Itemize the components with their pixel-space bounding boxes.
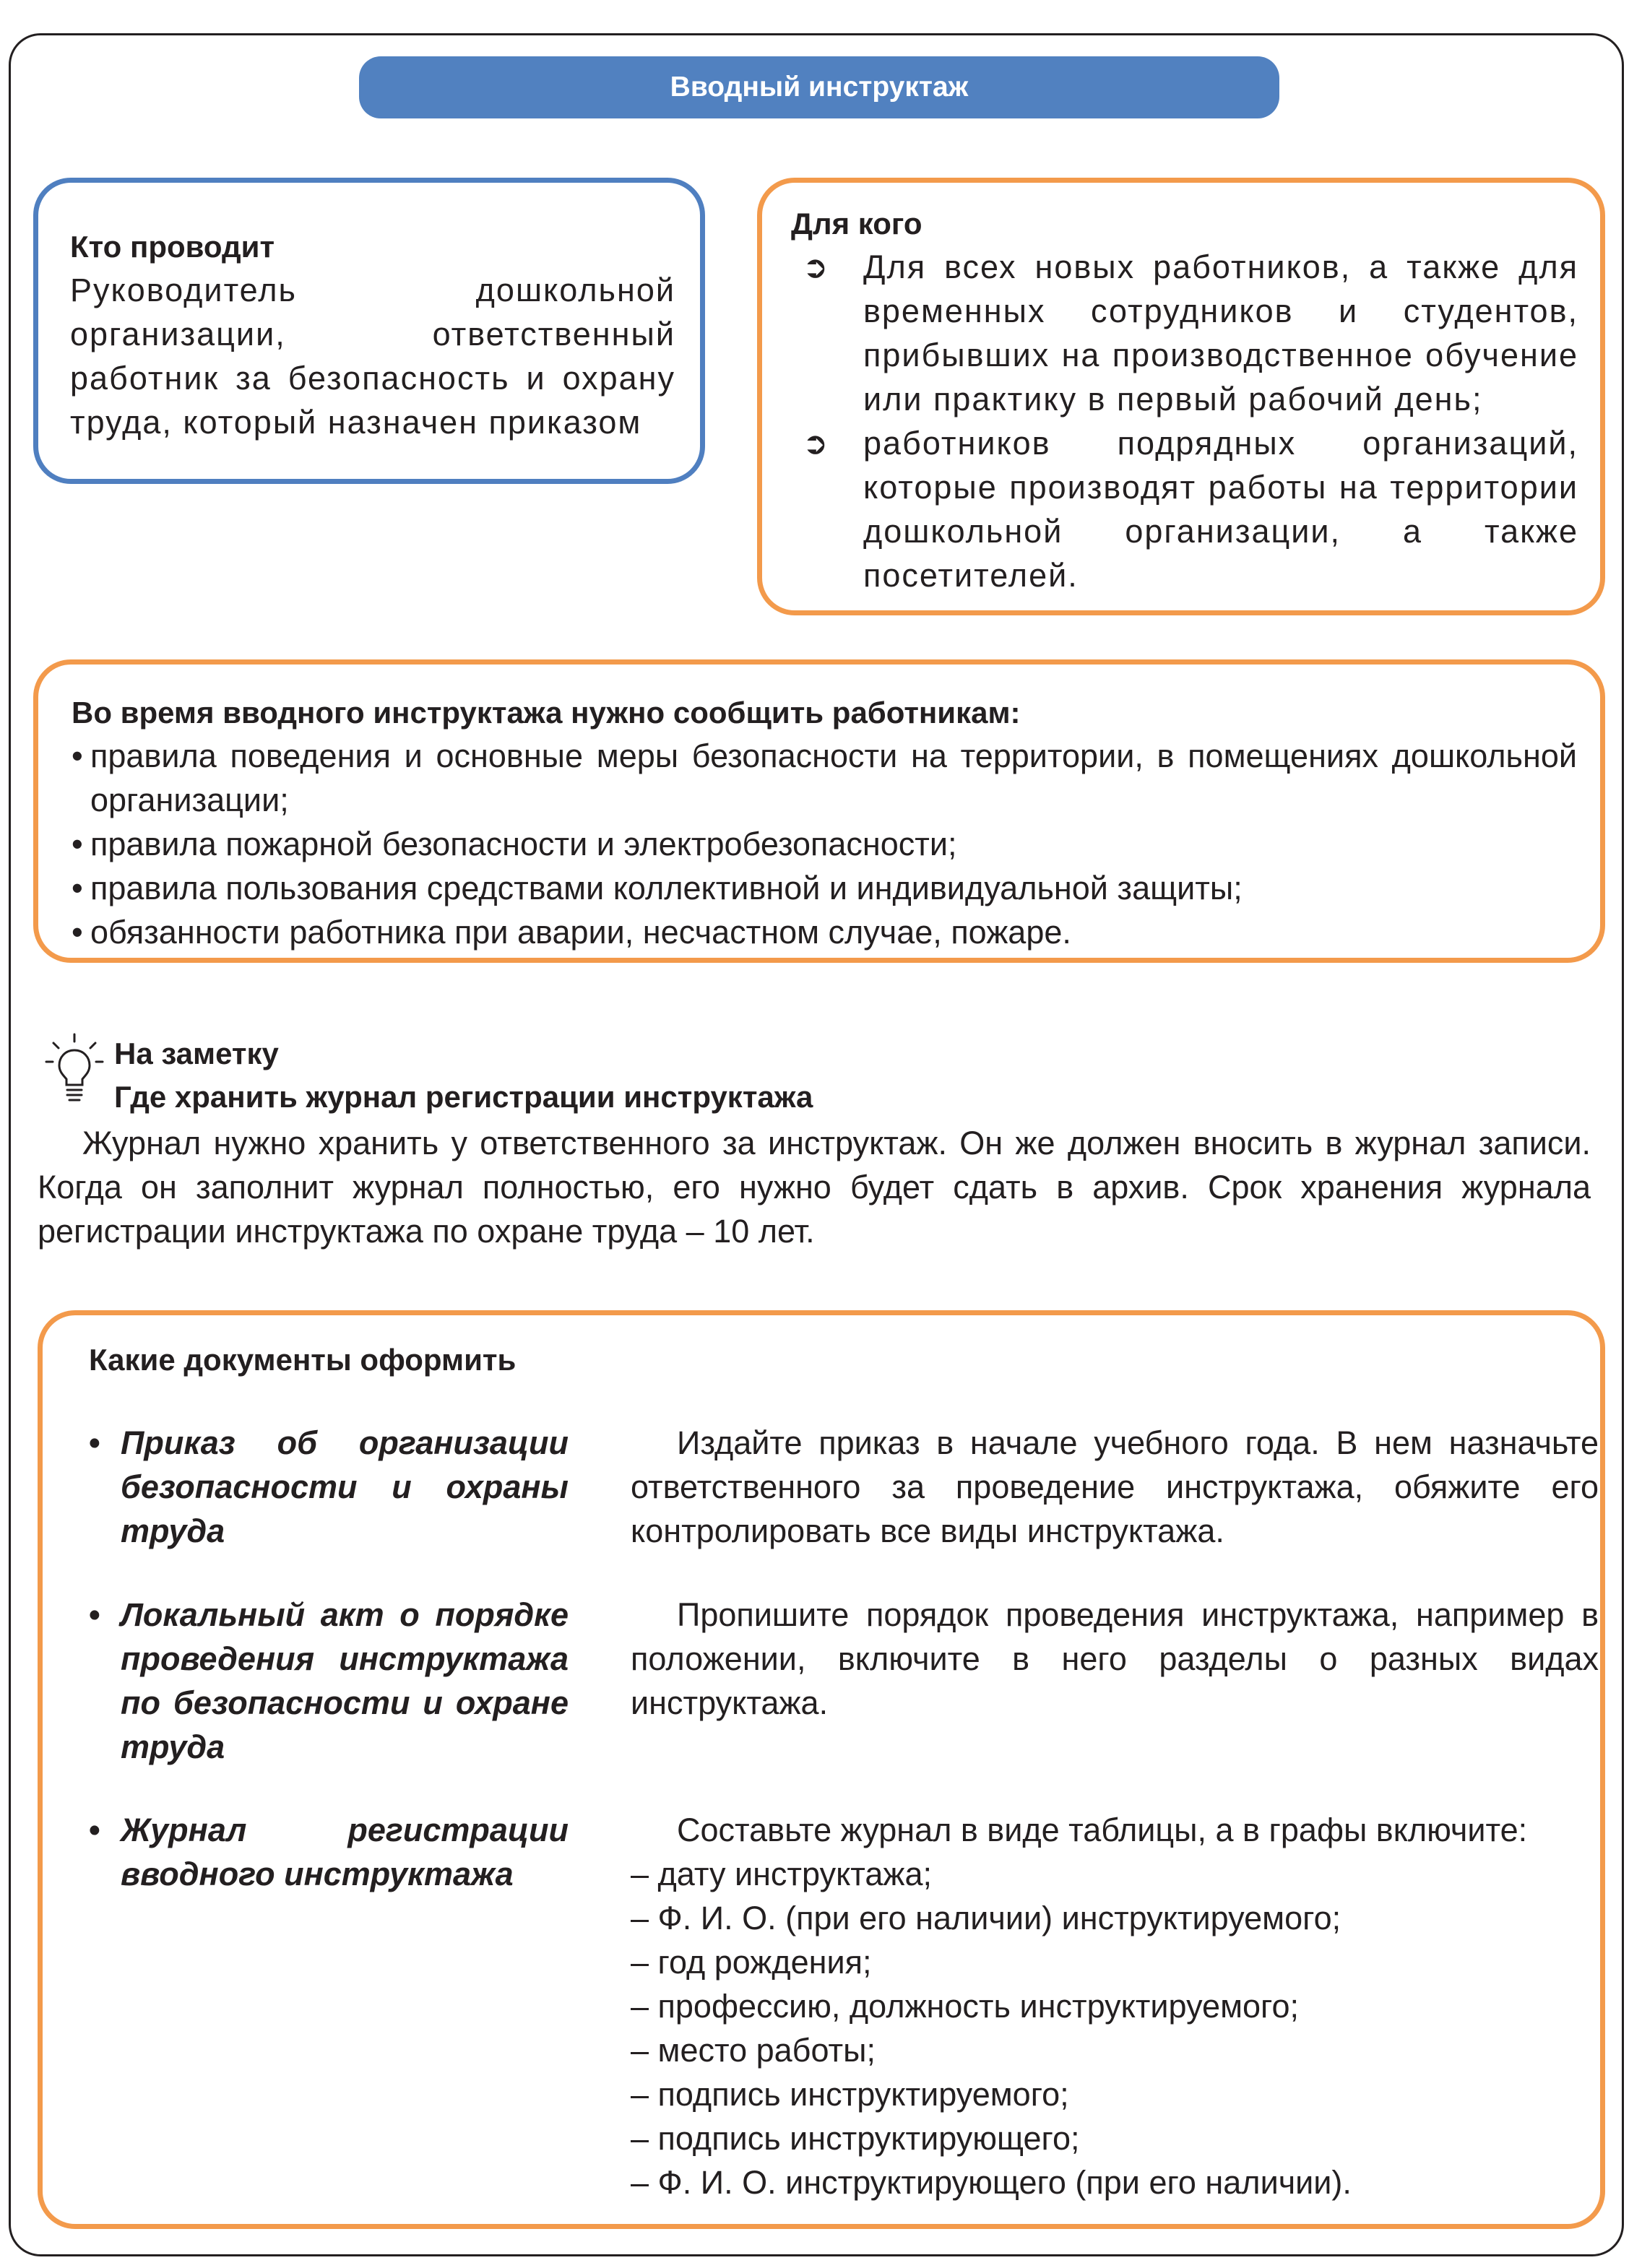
- who-heading: Кто проводит: [70, 230, 275, 264]
- note-text: Журнал нужно хранить у ответственного за инструктаж. Он же должен вносить в журнал записи. Когда он заполнит журнал полностью, его нужно будет сдать в архив. Срок хранения журнала регистрации инструктажа по охране труда – 10 лет.: [38, 1125, 1591, 1250]
- document-description: Составьте журнал в виде таблицы, а в графы включите: – дату инструктажа; – Ф. И. О. (при его наличии) инструктируемого; – год рождения; – профессию, должность инструктируемого; – место работы; – подпись инструктируемого; – подпись инструктирующего; – Ф. И. О. инструктирующего (при его наличии).: [631, 1808, 1599, 2204]
- bullet-icon: •: [72, 826, 83, 862]
- bullet-icon: •: [72, 914, 83, 951]
- arrow-icon: ➲: [803, 426, 830, 460]
- journal-column-item: – место работы;: [631, 2032, 876, 2069]
- document-name: • Приказ об организации безопасности и охраны труда: [85, 1421, 569, 1553]
- bullet-icon: •: [89, 1596, 100, 1633]
- journal-column-item: – Ф. И. О. инструктирующего (при его наличии).: [631, 2164, 1352, 2201]
- document-name: • Журнал регистрации вводного инструктажа: [85, 1808, 569, 1896]
- list-item: • правила пожарной безопасности и электробезопасности;: [72, 822, 1577, 866]
- journal-column-item: – подпись инструктирующего;: [631, 2120, 1080, 2157]
- bullet-icon: •: [72, 870, 83, 906]
- bullet-icon: •: [72, 737, 83, 774]
- document-description: Пропишите порядок проведения инструктажа, например в положении, включите в него разделы о разных видах инструктажа.: [631, 1596, 1599, 1721]
- during-heading: Во время вводного инструктажа нужно сообщить работникам:: [72, 696, 1021, 730]
- documents-box: [38, 1310, 1605, 2229]
- bullet-icon: •: [89, 1424, 100, 1461]
- journal-column-item: – подпись инструктируемого;: [631, 2076, 1069, 2113]
- lightbulb-icon: [43, 1031, 105, 1104]
- list-item: • правила пользования средствами коллективной и индивидуальной защиты;: [72, 866, 1577, 910]
- bullet-icon: •: [89, 1812, 100, 1848]
- journal-column-item: – профессию, должность инструктируемого;: [631, 1988, 1300, 2025]
- note-label: На заметку: [114, 1036, 279, 1070]
- whom-item-text: работников подрядных организаций, которые производят работы на территории дошкольной организации, а также посетителей.: [863, 425, 1578, 594]
- page-title: Вводный инструктаж: [359, 56, 1279, 118]
- whom-item-text: Для всех новых работников, а также для временных сотрудников и студентов, прибывших на производственное обучение или практику в первый рабочий день;: [863, 248, 1578, 417]
- note-title: Где хранить журнал регистрации инструктажа: [114, 1080, 813, 1114]
- journal-column-item: – дату инструктажа;: [631, 1856, 933, 1892]
- list-item: • обязанности работника при аварии, несчастном случае, пожаре.: [72, 910, 1577, 954]
- who-text: Руководитель дошкольной организации, ответственный работник за безопасность и охрану труда, который назначен приказом: [70, 272, 675, 441]
- briefing-topics-box: [33, 659, 1605, 963]
- document-description: Издайте приказ в начале учебного года. В нем назначьте ответственного за проведение инструктажа, обяжите его контролировать все виды инструктажа.: [631, 1424, 1599, 1549]
- document-name: • Локальный акт о порядке проведения инструктажа по безопасности и охране труда: [85, 1593, 569, 1769]
- docs-heading: Какие документы оформить: [89, 1343, 517, 1377]
- whom-item: [791, 421, 1578, 597]
- whom-heading: Для кого: [791, 207, 922, 241]
- for-whom-box: [757, 178, 1605, 615]
- whom-item: [791, 245, 1578, 421]
- journal-column-item: – год рождения;: [631, 1944, 872, 1981]
- who-conducts-box: [33, 178, 705, 484]
- journal-column-item: – Ф. И. О. (при его наличии) инструктируемого;: [631, 1900, 1341, 1936]
- list-item: • правила поведения и основные меры безопасности на территории, в помещениях дошкольной организации;: [72, 734, 1577, 822]
- arrow-icon: ➲: [803, 250, 830, 284]
